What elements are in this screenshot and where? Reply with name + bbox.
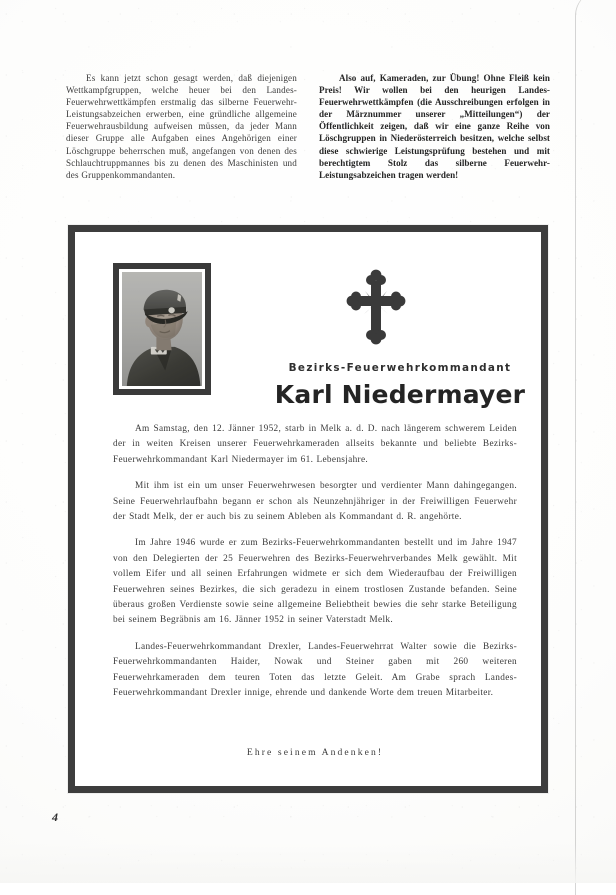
article-paragraph-right: Also auf, Kameraden, zur Übung! Ohne Fleiß kein Preis! Wir wollen bei den heurigen Landes-Feuerwehrwettkämpfen (die Ausschreibungen erfolgen in der Märznummer unserer „Mitteilungen“) der Öffentlichkeit zeigen, daß wir eine ganze Reihe von Löschgruppen in Niederösterreich besitzen, welche selbst diese schwierige Leistungsprüfung bestehen und mit berechtigtem Stolz das silberne Feuerwehr-Leistungsabzeichen tragen werden!	[319, 73, 550, 180]
page-number: 4	[52, 810, 58, 824]
portrait-photograph	[122, 272, 202, 386]
obituary-body-text	[113, 422, 517, 713]
article-two-column-block	[66, 72, 550, 181]
article-column-right	[319, 72, 550, 181]
portrait-frame	[113, 263, 211, 395]
article-column-left	[66, 72, 297, 181]
page-edge-bottom	[0, 843, 616, 883]
deceased-name-heading: Karl Niedermayer	[274, 380, 526, 409]
obituary-paragraph: Landes-Feuerwehrkommandant Drexler, Landes-Feuerwehrrat Walter sowie die Bezirks-Feuerwehrkommandanten Haider, Nowak und Steiner gaben mit 260 weiteren Feuerwehrkameraden dem teuren Toten das letzte Geleit. Am Grabe sprach Landes-Feuerwehrkommandant Drexler innige, ehrende und dankende Worte dem treuen Mitarbeiter.	[113, 641, 517, 699]
obituary-content	[75, 232, 541, 786]
christian-cross-icon	[345, 269, 407, 345]
article-paragraph-left: Es kann jetzt schon gesagt werden, daß diejenigen Wettkampfgruppen, welche heuer bei den Landes-Feuerwehrwettkämpfen erstmalig das silberne Feuerwehr-Leistungsabzeichen erwerben, eine gründliche allgemeine Feuerwehrausbildung aufweisen müssen, da jeder Mann dieser Gruppe alle Aufgaben eines Angehörigen einer Löschgruppe beherrschen muß, angefangen von denen des Schlauchtruppmannes bis zu denen des Maschinisten und des Gruppenkommandanten.	[66, 73, 297, 180]
obituary-frame	[68, 225, 548, 793]
obituary-closing-line: Ehre seinem Andenken!	[246, 747, 384, 758]
page-edge-right	[575, 0, 602, 895]
obituary-paragraph: Am Samstag, den 12. Jänner 1952, starb in Melk a. d. D. nach längerem schwerem Leiden der in weiten Kreisen unserer Feuerwehrkameraden allseits bekannte und beliebte Bezirks-Feuerwehrkommandant Karl Niedermayer im 61. Lebensjahre.	[113, 424, 517, 465]
deceased-rank-title: Bezirks-Feuerwehrkommandant	[288, 362, 512, 374]
obituary-paragraph: Im Jahre 1946 wurde er zum Bezirks-Feuerwehrkommandanten bestellt und im Jahre 1947 von den Delegierten der 25 Feuerwehren des Bezirks-Feuerwehrverbandes Melk gewählt. Mit vollem Eifer und all seinen Erfahrungen widmete er sich dem Wiederaufbau der Freiwilligen Feuerwehren seines Bezirkes, die sich geradezu in einem trostlosen Zustande befanden. Seine überaus großen Verdienste sowie seine allgemeine Beliebtheit bewies die sehr starke Beteiligung bei seinem Begräbnis am 16. Jänner 1952 in seiner Vaterstadt Melk.	[113, 538, 517, 626]
obituary-paragraph: Mit ihm ist ein um unser Feuerwehrwesen besorgter und verdienter Mann dahingegangen. Seine Feuerwehrlaufbahn begann er schon als Neunzehnjähriger in der Freiwilligen Feuerwehr der Stadt Melk, der er auch bis zu seinem Ableben als Kommandant d. R. angehörte.	[113, 481, 517, 523]
portrait-mat	[119, 269, 205, 389]
